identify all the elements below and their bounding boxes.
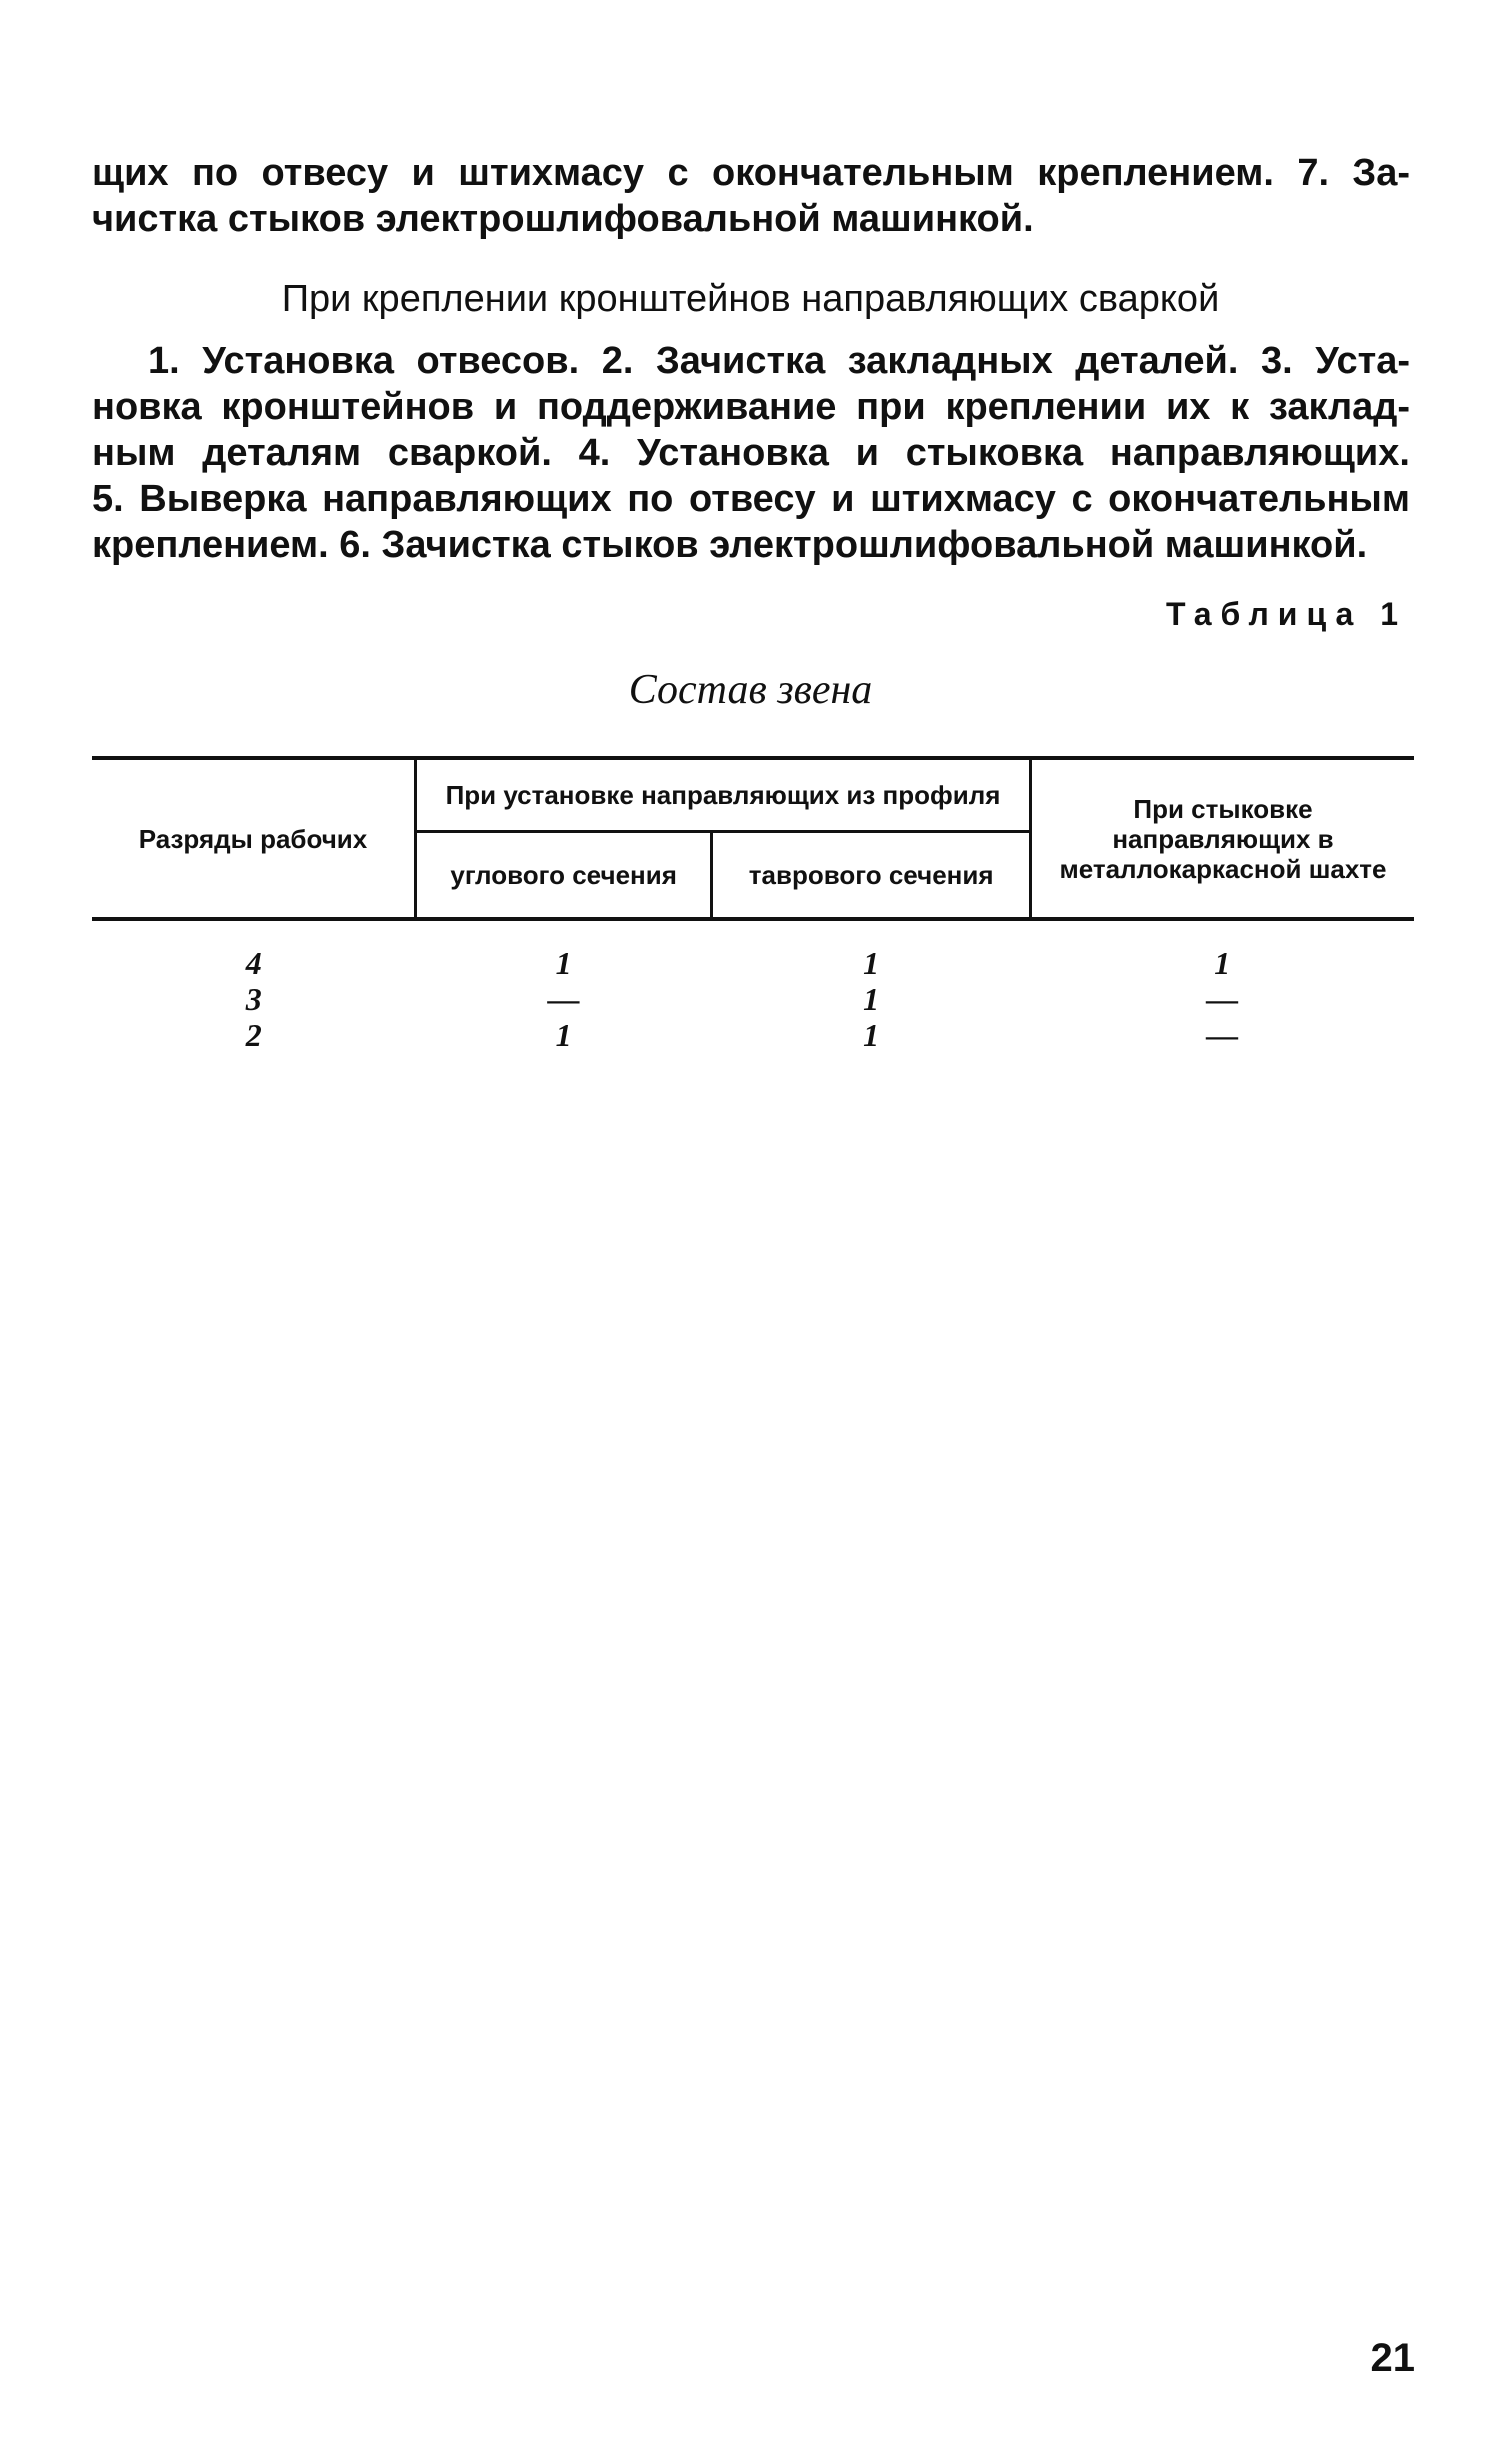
text-line: чистка стыков электрошлифовальной машинкой. [92,198,1034,240]
table-title: Состав звена [628,667,873,713]
text-line: 5. Выверка направляющих по отвесу и штихмасу с окончательным [92,478,1410,520]
paragraph-continuation [92,150,1410,242]
table-row [92,981,1414,1017]
header-rank: Разряды рабочих [92,758,416,919]
cell-butt: 1 [1214,945,1231,981]
paragraph-steps [92,338,1410,568]
cell-angle: 1 [555,945,572,981]
text-line: 1. Установка отвесов. 2. Зачистка закладных деталей. 3. Уста- [148,340,1410,382]
cell-tee: 1 [863,945,880,981]
text-line: креплением. 6. Зачистка стыков электрошлифовальной машинкой. [92,524,1368,566]
cell-tee: 1 [863,981,880,1017]
header-install: При установке направляющих из профиля [416,758,1031,832]
text-line: щих по отвесу и штихмасу с окончательным креплением. 7. За- [92,152,1410,194]
header-angle: углового сечения [416,832,712,920]
cell-rank: 4 [245,945,262,981]
text-line: новка кронштейнов и поддерживание при креплении их к заклад- [92,386,1410,428]
header-butt: При стыковке направляющих в металлокаркасной шахте [1031,758,1415,919]
cell-tee: 1 [863,1017,880,1053]
section-heading: При креплении кронштейнов направляющих сваркой [281,278,1220,320]
cell-rank: 2 [245,1017,262,1053]
cell-butt: — [1206,1017,1239,1053]
text-line: ным деталям сваркой. 4. Установка и стыковка направляющих. [92,432,1410,474]
table-label: Таблица 1 [1165,596,1407,632]
table-row [92,1017,1414,1053]
cell-rank: 3 [245,981,262,1017]
crew-table [92,756,1414,1053]
page-number: 21 [1370,2336,1415,2380]
cell-angle: 1 [555,1017,572,1053]
header-tee: таврового сечения [712,832,1031,920]
cell-angle: — [547,981,580,1017]
cell-butt: — [1206,981,1239,1017]
table-row [92,919,1414,981]
